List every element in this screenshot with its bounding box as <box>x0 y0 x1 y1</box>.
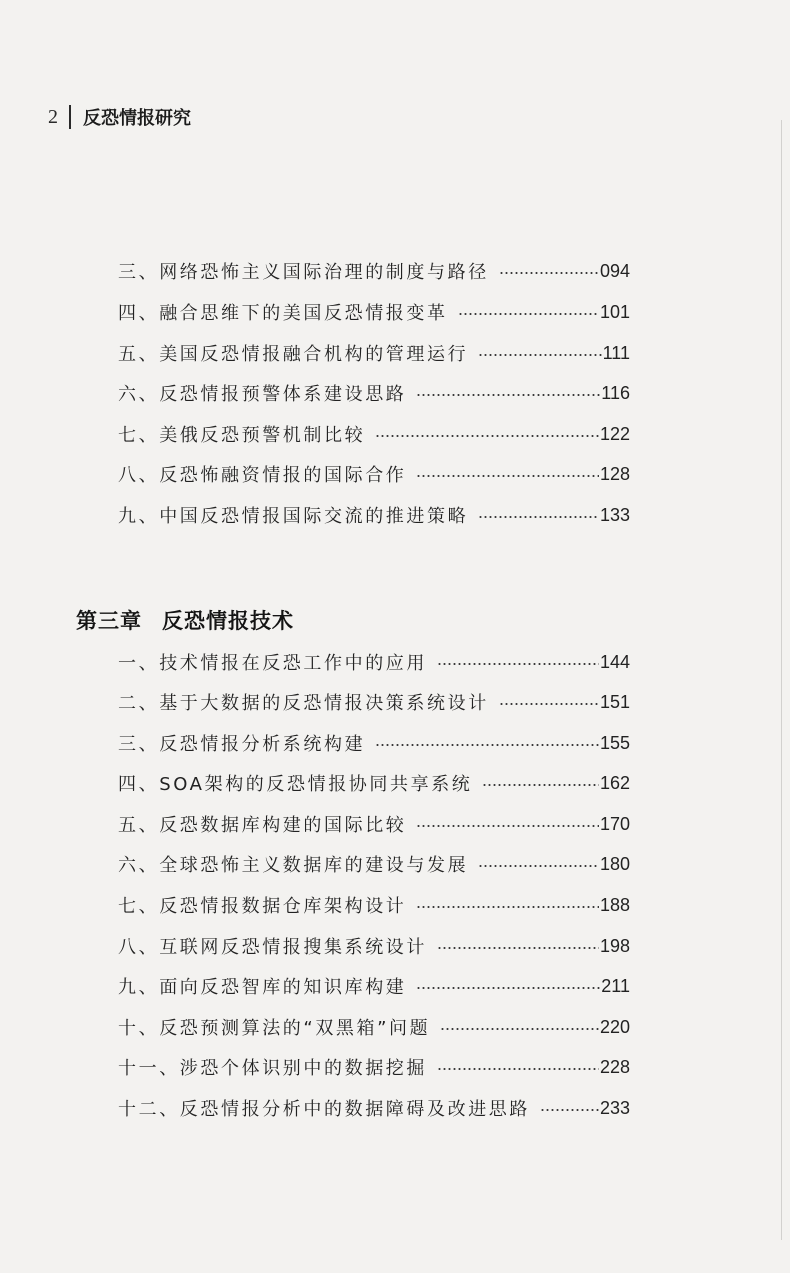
header-divider <box>69 105 71 129</box>
toc-entry[interactable] <box>118 929 630 963</box>
dot-leader <box>499 272 599 274</box>
toc-entry-page: 162 <box>599 772 630 793</box>
toc-entry[interactable] <box>118 766 630 800</box>
toc-entry-page: 128 <box>599 463 630 484</box>
dot-leader <box>499 703 599 705</box>
dot-leader <box>437 947 599 949</box>
toc-entry[interactable] <box>118 1050 630 1084</box>
toc-entry-page: 220 <box>599 1016 630 1037</box>
toc-entry-label: 一、技术情报在反恐工作中的应用 <box>118 653 427 674</box>
toc-entry[interactable] <box>118 254 630 288</box>
toc-entry-page: 198 <box>599 935 630 956</box>
running-header <box>48 102 191 132</box>
toc-entry-label: 五、美国反恐情报融合机构的管理运行 <box>118 344 469 365</box>
dot-leader <box>416 394 600 396</box>
page-number: 2 <box>48 105 58 128</box>
chapter-number: 第三章 <box>76 609 142 633</box>
toc-entry[interactable] <box>118 645 630 679</box>
toc-entry-page: 180 <box>599 853 630 874</box>
toc-entry[interactable] <box>118 1010 630 1044</box>
toc-entry-label: 十二、反恐情报分析中的数据障碍及改进思路 <box>118 1099 530 1120</box>
dot-leader <box>437 1068 599 1070</box>
toc-entry-page: 170 <box>599 813 630 834</box>
dot-leader <box>416 906 599 908</box>
toc-entry-page: 101 <box>599 301 630 322</box>
toc-entry-page: 116 <box>601 382 630 403</box>
dot-leader <box>478 865 599 867</box>
toc-entry-page: 111 <box>602 342 630 363</box>
toc-entry-label: 七、反恐情报数据仓库架构设计 <box>118 896 407 917</box>
toc-entry[interactable] <box>118 969 630 1003</box>
toc-entry-page: 094 <box>599 260 630 281</box>
toc-entry-label: 八、反恐怖融资情报的国际合作 <box>118 465 407 486</box>
dot-leader <box>375 435 599 437</box>
toc-entry-label: 六、全球恐怖主义数据库的建设与发展 <box>118 855 469 876</box>
dot-leader <box>440 1028 599 1030</box>
toc-entry-page: 211 <box>601 975 630 996</box>
dot-leader <box>416 825 599 827</box>
toc-entry-page: 188 <box>599 894 630 915</box>
toc-entry[interactable] <box>118 807 630 841</box>
dot-leader <box>458 313 599 315</box>
dot-leader <box>482 784 599 786</box>
dot-leader <box>375 744 599 746</box>
toc-entry-page: 233 <box>599 1097 630 1118</box>
book-title: 反恐情报研究 <box>83 108 191 129</box>
toc-entry-page: 151 <box>599 691 630 712</box>
toc-entry[interactable] <box>118 417 630 451</box>
toc-entry[interactable] <box>118 685 630 719</box>
toc-entry-page: 144 <box>599 651 630 672</box>
toc-entry-label: 九、中国反恐情报国际交流的推进策略 <box>118 506 469 527</box>
toc-entry-label: 十、反恐预测算法的“双黑箱”问题 <box>118 1018 431 1039</box>
toc-entry[interactable] <box>118 457 630 491</box>
chapter-title: 反恐情报技术 <box>162 609 294 633</box>
toc-entry-label: 七、美俄反恐预警机制比较 <box>118 425 366 446</box>
toc-entry-page: 228 <box>599 1056 630 1077</box>
toc-entry[interactable] <box>118 847 630 881</box>
toc-entry-label: 八、互联网反恐情报搜集系统设计 <box>118 937 427 958</box>
toc-entry-label: 九、面向反恐智库的知识库构建 <box>118 977 407 998</box>
toc-entry-page: 133 <box>599 504 630 525</box>
dot-leader <box>540 1109 599 1111</box>
page-edge-shadow <box>781 120 782 1240</box>
toc-entry-label: 六、反恐情报预警体系建设思路 <box>118 384 407 405</box>
toc-entry[interactable] <box>118 376 630 410</box>
toc-entry-page: 122 <box>599 423 630 444</box>
toc-entry-label: 三、网络恐怖主义国际治理的制度与路径 <box>118 262 489 283</box>
toc-entry-label: 四、SOA架构的反恐情报协同共享系统 <box>118 774 473 795</box>
toc-entry-label: 四、融合思维下的美国反恐情报变革 <box>118 303 448 324</box>
dot-leader <box>478 354 601 356</box>
dot-leader <box>416 475 599 477</box>
toc-entry[interactable] <box>118 888 630 922</box>
toc-entry-label: 三、反恐情报分析系统构建 <box>118 734 366 755</box>
dot-leader <box>478 516 599 518</box>
toc-entry-page: 155 <box>599 732 630 753</box>
toc-entry[interactable] <box>118 295 630 329</box>
toc-entry[interactable] <box>118 498 630 532</box>
toc-entry[interactable] <box>118 1091 630 1125</box>
toc-entry-label: 十一、涉恐个体识别中的数据挖掘 <box>118 1058 427 1079</box>
dot-leader <box>416 987 600 989</box>
dot-leader <box>437 663 599 665</box>
toc-entry[interactable] <box>118 336 630 370</box>
toc-entry-label: 二、基于大数据的反恐情报决策系统设计 <box>118 693 489 714</box>
chapter-heading[interactable] <box>76 602 294 638</box>
toc-entry[interactable] <box>118 726 630 760</box>
toc-entry-label: 五、反恐数据库构建的国际比较 <box>118 815 407 836</box>
